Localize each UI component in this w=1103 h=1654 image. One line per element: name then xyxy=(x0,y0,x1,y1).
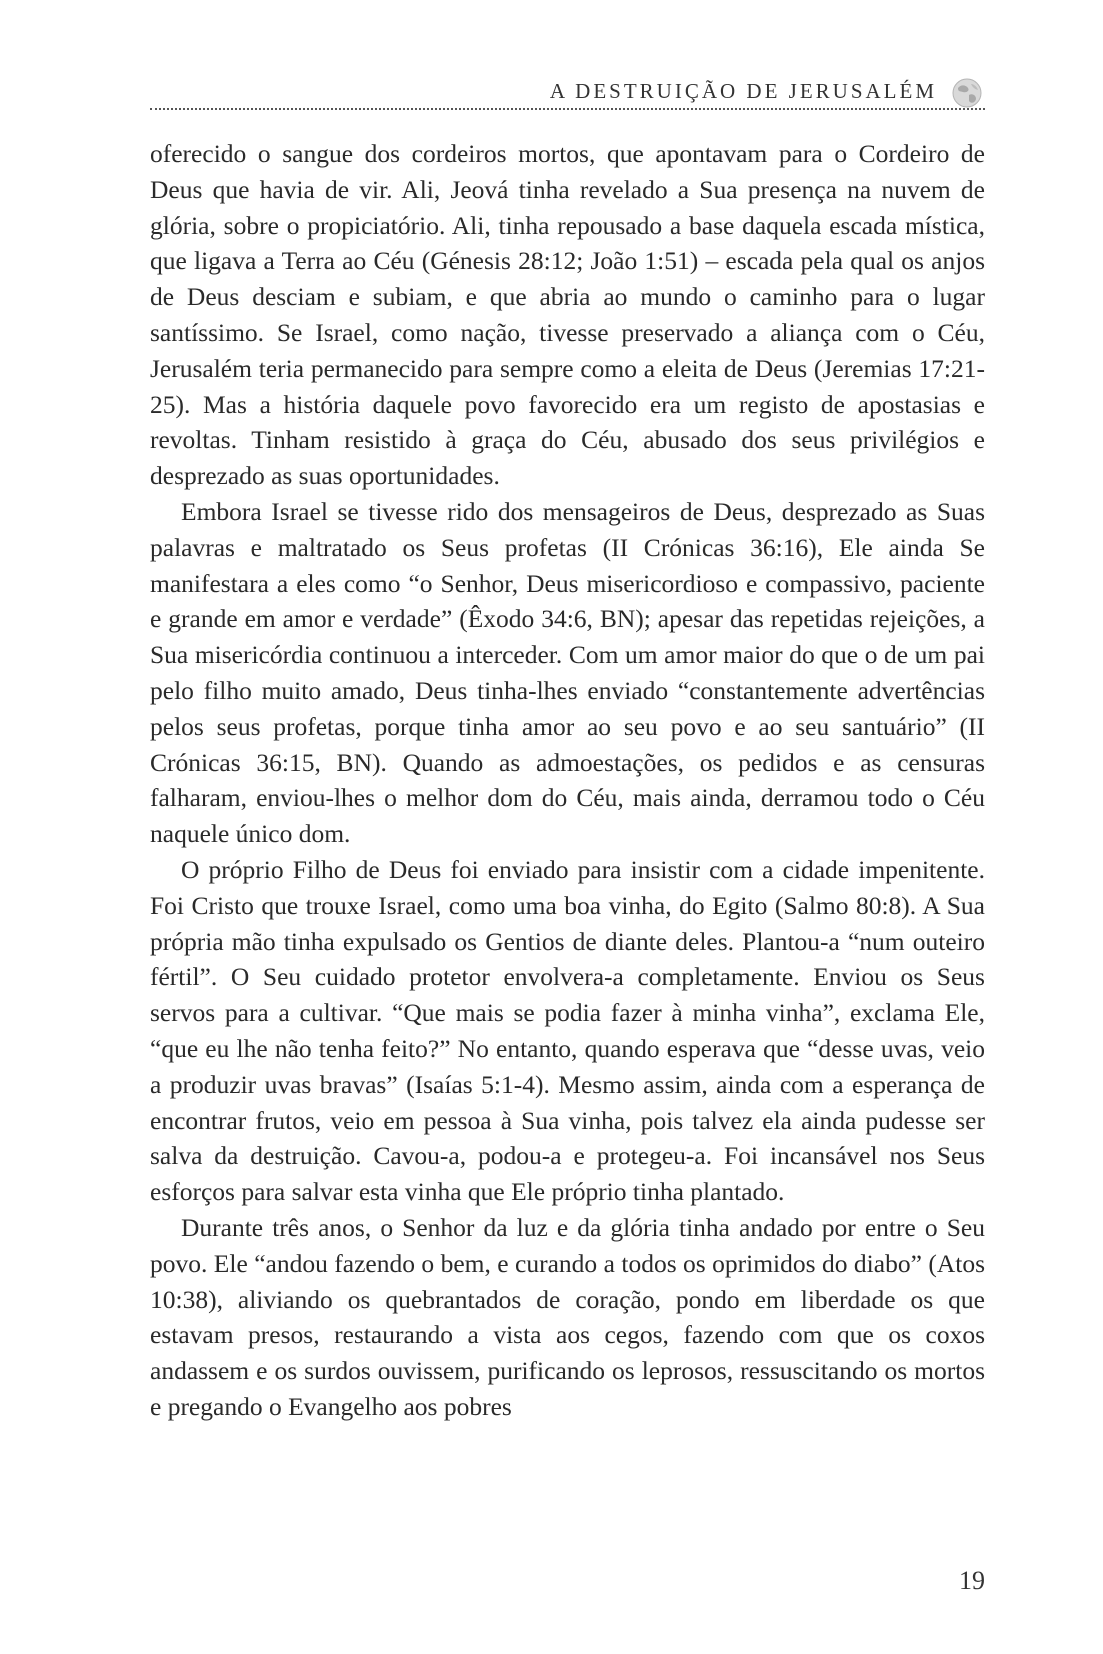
body-text xyxy=(150,136,985,1425)
paragraph-2: Embora Israel se tivesse rido dos mensageiros de Deus, desprezado as Suas palavras e maltratado os Seus profetas (II Crónicas 36:16), Ele ainda Se manifestara a eles como “o Senhor, Deus misericordioso e compassivo, paciente e grande em amor e verdade” (Êxodo 34:6, BN); apesar das repetidas rejeições, a Sua misericórdia continuou a interceder. Com um amor maior do que o de um pai pelo filho muito amado, Deus tinha-lhes enviado “constantemente advertências pelos seus profetas, porque tinha amor ao seu povo e ao seu santuário” (II Crónicas 36:15, BN). Quando as admoestações, os pedidos e as censuras falharam, enviou-lhes o melhor dom do Céu, mais ainda, derramou todo o Céu naquele único dom. xyxy=(150,496,985,849)
paragraph-4: Durante três anos, o Senhor da luz e da glória tinha andado por entre o Seu povo. Ele “andou fazendo o bem, e curando a todos os oprimidos do diabo” (Atos 10:38), aliviando os quebrantados de coração, pondo em liberdade os que estavam presos, restaurando a vista aos cegos, fazendo com que os coxos andassem e os surdos ouvissem, purificando os leprosos, ressuscitando os mortos e pregando o Evangelho aos pobres xyxy=(150,1212,985,1421)
header-dotted-rule xyxy=(150,108,985,110)
paragraph-1: oferecido o sangue dos cordeiros mortos, que apontavam para o Cordeiro de Deus que havia de vir. Ali, Jeová tinha revelado a Sua presença na nuvem de glória, sobre o propiciatório. Ali, tinha repousado a base daquela escada mística, que ligava a Terra ao Céu (Génesis 28:12; João 1:51) – escada pela qual os anjos de Deus desciam e subiam, e que abria ao mundo o caminho para o lugar santíssimo. Se Israel, como nação, tivesse preservado a aliança com o Céu, Jerusalém teria permanecido para sempre como a eleita de Deus (Jeremias 17:21-25). Mas a história daquele povo favorecido era um registo de apostasias e revoltas. Tinham resistido à graça do Céu, abusado dos seus privilégios e desprezado as suas oportunidades. xyxy=(150,139,985,491)
globe-icon xyxy=(949,76,985,110)
page-header xyxy=(150,76,985,110)
running-head: A DESTRUIÇÃO DE JERUSALÉM xyxy=(544,79,937,104)
paragraph-3: O próprio Filho de Deus foi enviado para insistir com a cidade impenitente. Foi Cristo que trouxe Israel, como uma boa vinha, do Egito (Salmo 80:8). A Sua própria mão tinha expulsado os Gentios de diante deles. Plantou-a “num outeiro fértil”. O Seu cuidado protetor envolvera-a completamente. Enviou os Seus servos para a cultivar. “Que mais se podia fazer à minha vinha”, exclama Ele, “que eu lhe não tenha feito?” No entanto, quando esperava que “desse uvas, veio a produzir uvas bravas” (Isaías 5:1-4). Mesmo assim, ainda com a esperança de encontrar frutos, veio em pessoa à Sua vinha, pois talvez ela ainda pudesse ser salva da destruição. Cavou-a, podou-a e protegeu-a. Foi incansável nos Seus esforços para salvar esta vinha que Ele próprio tinha plantado. xyxy=(150,854,985,1207)
page-number: 19 xyxy=(959,1566,985,1595)
